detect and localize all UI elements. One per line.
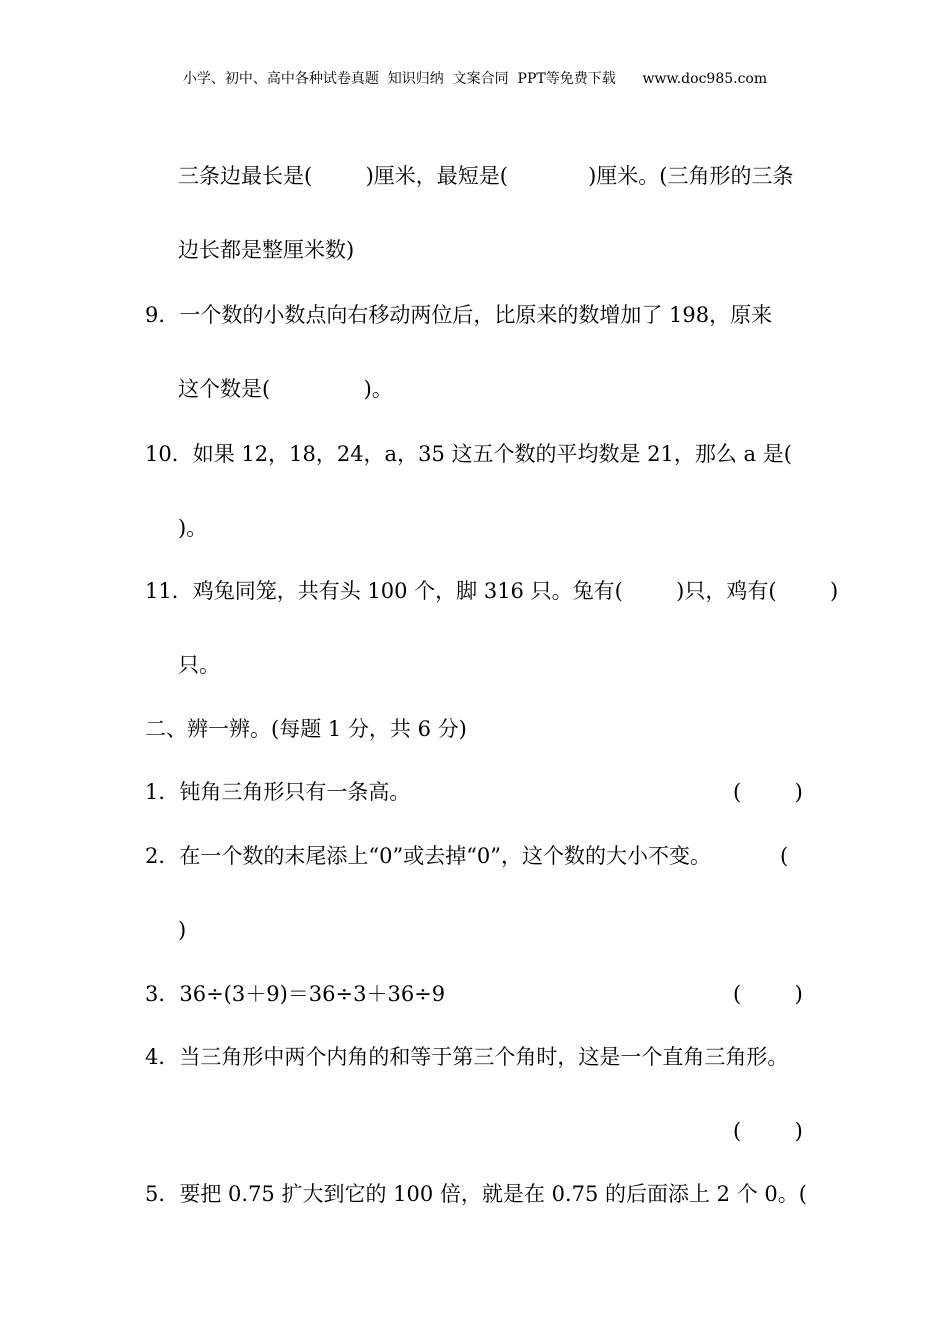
section-2-title: 二、辨一辨。(每题 1 分，共 6 分) xyxy=(145,717,467,741)
question-10: 10．如果 12，18，24，a，35 这五个数的平均数是 21，那么 a 是( xyxy=(145,442,792,466)
answer-bracket-2-close: ) xyxy=(178,918,187,942)
question-9: 9．一个数的小数点向右移动两位后，比原来的数增加了 198，原来 xyxy=(145,303,773,327)
page-header: 小学、初中、高中各种试卷真题 知识归纳 文案合同 PPT等免费下载 www.doc985.com xyxy=(182,71,768,87)
answer-bracket-2-open[interactable]: ( xyxy=(780,844,789,868)
answer-bracket-1[interactable]: ( ) xyxy=(733,780,803,804)
judge-question-5: 5．要把 0.75 扩大到它的 100 倍，就是在 0.75 的后面添上 2 个 0。( xyxy=(145,1182,807,1206)
q8-continuation: 三条边最长是( )厘米，最短是( )厘米。(三角形的三条 xyxy=(178,164,794,188)
answer-bracket-4[interactable]: ( ) xyxy=(733,1119,803,1143)
judge-question-3: 3．36÷(3＋9)＝36÷3＋36÷9 xyxy=(145,982,446,1006)
judge-question-1: 1．钝角三角形只有一条高。 xyxy=(145,780,411,804)
judge-question-2: 2．在一个数的末尾添上“0”或去掉“0”，这个数的大小不变。 xyxy=(145,844,712,868)
question-11: 11．鸡兔同笼，共有头 100 个，脚 316 只。兔有( )只，鸡有( ) xyxy=(145,579,839,603)
question-10-continuation: )。 xyxy=(178,516,208,540)
q8-continuation-2: 边长都是整厘米数) xyxy=(178,238,355,262)
question-9-continuation: 这个数是( )。 xyxy=(178,377,393,401)
answer-bracket-3[interactable]: ( ) xyxy=(733,982,803,1006)
question-11-continuation: 只。 xyxy=(178,653,220,677)
judge-question-4: 4．当三角形中两个内角的和等于第三个角时，这是一个直角三角形。 xyxy=(145,1045,789,1069)
